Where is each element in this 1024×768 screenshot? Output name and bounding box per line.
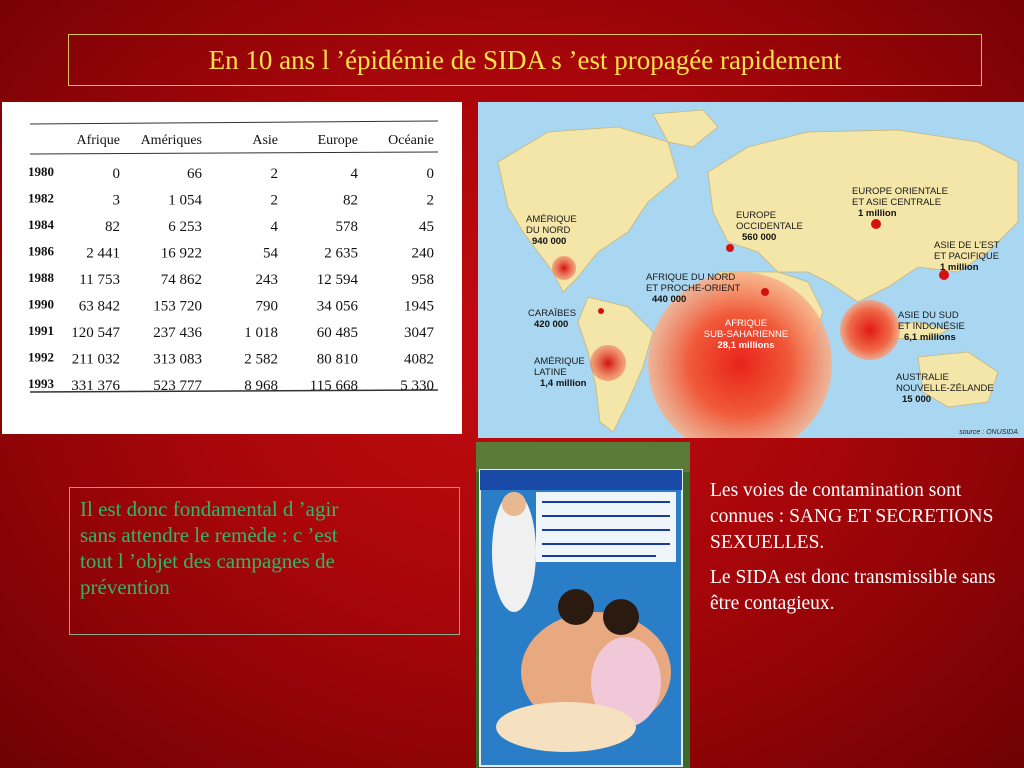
table-cell: 3 [112, 192, 120, 209]
table-cell: 60 485 [316, 325, 358, 341]
map-region-name: LATINE [534, 367, 567, 378]
map-region-label [528, 308, 576, 330]
table-row-year: 1988 [28, 270, 54, 285]
table-row-year: 1991 [28, 323, 54, 338]
north-america-shape [498, 127, 678, 292]
woman-head [603, 599, 639, 635]
prevention-poster [476, 442, 690, 768]
doctor-head [502, 492, 526, 516]
slide-title: En 10 ans l ’épidémie de SIDA s ’est propagée rapidement [208, 44, 842, 75]
table-cell: 6 253 [168, 219, 202, 235]
table-cell: 80 810 [316, 351, 358, 368]
table-cell: 66 [187, 166, 202, 182]
table-cell: 313 083 [153, 351, 202, 368]
table-cell: 1945 [404, 298, 434, 315]
prevention-line-3: tout l ’objet des campagnes de [80, 549, 335, 573]
table-cell: 2 [270, 166, 278, 182]
map-region-name: ET INDONÉSIE [898, 321, 965, 332]
map-region-name: ASIE DU SUD [898, 310, 959, 321]
table-row [28, 297, 434, 315]
table-cell: 82 [343, 192, 358, 209]
table-cell: 82 [105, 219, 120, 235]
table-cell: 2 635 [324, 245, 358, 262]
table-row-year: 1993 [28, 376, 54, 391]
map-region-value: 420 000 [534, 319, 569, 330]
table-cell: 16 922 [160, 245, 202, 262]
table-cell: 0 [112, 166, 120, 182]
table-row-year: 1986 [28, 243, 54, 259]
world-hiv-map [478, 102, 1024, 438]
table-cell: 115 668 [309, 378, 358, 394]
table-cell: 1 054 [168, 192, 202, 209]
table-header-cell: Europe [317, 133, 358, 148]
table-cell: 12 594 [316, 272, 358, 288]
table-row [28, 350, 434, 368]
table-cell: 45 [419, 219, 434, 235]
map-region-name: AMÉRIQUE [526, 214, 577, 225]
table-cell: 2 582 [244, 351, 278, 368]
table-row [28, 217, 434, 235]
map-region-name: SUB-SAHARIENNE [703, 329, 789, 340]
map-region-label [898, 310, 965, 343]
table-cell: 211 032 [71, 351, 120, 368]
table-row-year: 1990 [28, 296, 54, 312]
transmission-text [710, 478, 1010, 626]
aids-cases-table-image [2, 102, 462, 434]
table-cell: 331 376 [71, 378, 120, 394]
bedding [496, 702, 636, 752]
map-region-label [534, 356, 587, 389]
table-row [28, 270, 434, 288]
caribbean-blob [598, 308, 604, 314]
foliage-top [476, 442, 690, 472]
table-cell: 2 [426, 192, 434, 209]
table-row-year: 1992 [28, 349, 54, 365]
prevention-line-2: sans attendre le remède : c ’est [80, 523, 338, 547]
table-header-cell: Asie [252, 133, 278, 148]
map-region-value: 560 000 [742, 232, 777, 243]
map-region-value: 28,1 millions [717, 340, 775, 351]
table-cell: 74 862 [160, 272, 202, 288]
map-region-name: OCCIDENTALE [736, 221, 803, 232]
transmission-paragraph-2: Le SIDA est donc transmissible sans être contagieux. [710, 567, 996, 614]
table-cell: 523 777 [153, 378, 202, 394]
table-cell: 243 [255, 272, 278, 288]
map-region-name: EUROPE ORIENTALE [852, 186, 948, 197]
latin-america-blob [590, 345, 626, 381]
table-cell: 5 330 [400, 378, 434, 394]
table-cell: 237 436 [153, 325, 202, 341]
map-region-value: 1 million [940, 262, 979, 273]
prevention-line-4: prévention [80, 575, 170, 599]
map-region-name: NOUVELLE-ZÉLANDE [896, 383, 994, 394]
table-cell: 8 968 [244, 378, 278, 394]
map-source: source : ONUSIDA [959, 429, 1018, 436]
table-cell: 11 753 [79, 272, 120, 288]
map-region-value: 1 million [858, 208, 897, 219]
aids-cases-table [2, 102, 462, 434]
south-asia-blob [840, 300, 900, 360]
poster-header [480, 470, 682, 490]
map-region-name: ET PROCHE-ORIENT [646, 283, 741, 294]
title-box [68, 34, 982, 86]
map-region-value: 1,4 million [540, 378, 587, 389]
table-cell: 153 720 [153, 298, 202, 315]
table-cell: 958 [411, 272, 434, 288]
map-region-name: ET PACIFIQUE [934, 251, 1000, 262]
table-cell: 4 [270, 219, 278, 235]
table-row-year: 1982 [28, 190, 54, 206]
table-row-year: 1984 [28, 217, 54, 232]
map-region-label [934, 240, 1000, 273]
table-cell: 54 [263, 245, 278, 262]
table-row [28, 244, 434, 262]
map-region-value: 440 000 [652, 294, 687, 305]
table-cell: 578 [335, 219, 358, 235]
table-row [28, 323, 435, 341]
table-cell: 240 [411, 245, 434, 262]
table-cell: 0 [426, 166, 434, 182]
map-region-name: AFRIQUE [724, 318, 768, 329]
table-cell: 4 [350, 166, 358, 182]
prevention-line-1: Il est donc fondamental d ’agir [80, 497, 339, 521]
europe-blob [726, 244, 734, 252]
map-region-name: ET ASIE CENTRALE [852, 197, 942, 208]
world-hiv-map-image [478, 102, 1024, 438]
map-region-name: ASIE DE L’EST [934, 240, 1000, 251]
map-region-name: AMÉRIQUE [534, 356, 585, 367]
table-row [28, 191, 434, 209]
table-cell: 34 056 [316, 298, 358, 315]
table-header-cell: Amériques [140, 133, 202, 148]
map-region-name: DU NORD [526, 225, 571, 236]
prevention-poster-image [476, 442, 690, 768]
table-cell: 2 441 [86, 245, 120, 262]
table-cell: 3047 [404, 325, 434, 341]
transmission-paragraph-1: Les voies de contamination sont connues : SANG ET SECRETIONS SEXUELLES. [710, 480, 994, 553]
table-cell: 1 018 [244, 325, 278, 341]
north-africa-blob [761, 288, 769, 296]
table-cell: 63 842 [78, 298, 120, 315]
table-cell: 2 [270, 192, 278, 209]
map-region-value: 6,1 millions [904, 332, 956, 343]
table-cell: 4082 [404, 351, 434, 368]
map-region-value: 15 000 [902, 394, 932, 405]
man-head [558, 589, 594, 625]
table-row [28, 164, 434, 182]
table-header-cell: Afrique [76, 133, 120, 148]
map-region-name: AFRIQUE DU NORD [646, 272, 736, 283]
east-europe-blob [871, 219, 881, 229]
north-america-blob [552, 256, 576, 280]
map-region-value: 940 000 [532, 236, 567, 247]
map-region-name: AUSTRALIE [896, 372, 949, 383]
prevention-message-box [69, 487, 460, 635]
table-header-cell: Océanie [388, 133, 434, 148]
table-cell: 120 547 [71, 325, 120, 341]
map-region-name: CARAÏBES [528, 308, 577, 319]
map-region-name: EUROPE [736, 210, 777, 221]
table-row-year: 1980 [28, 164, 54, 179]
table-cell: 790 [255, 298, 278, 315]
